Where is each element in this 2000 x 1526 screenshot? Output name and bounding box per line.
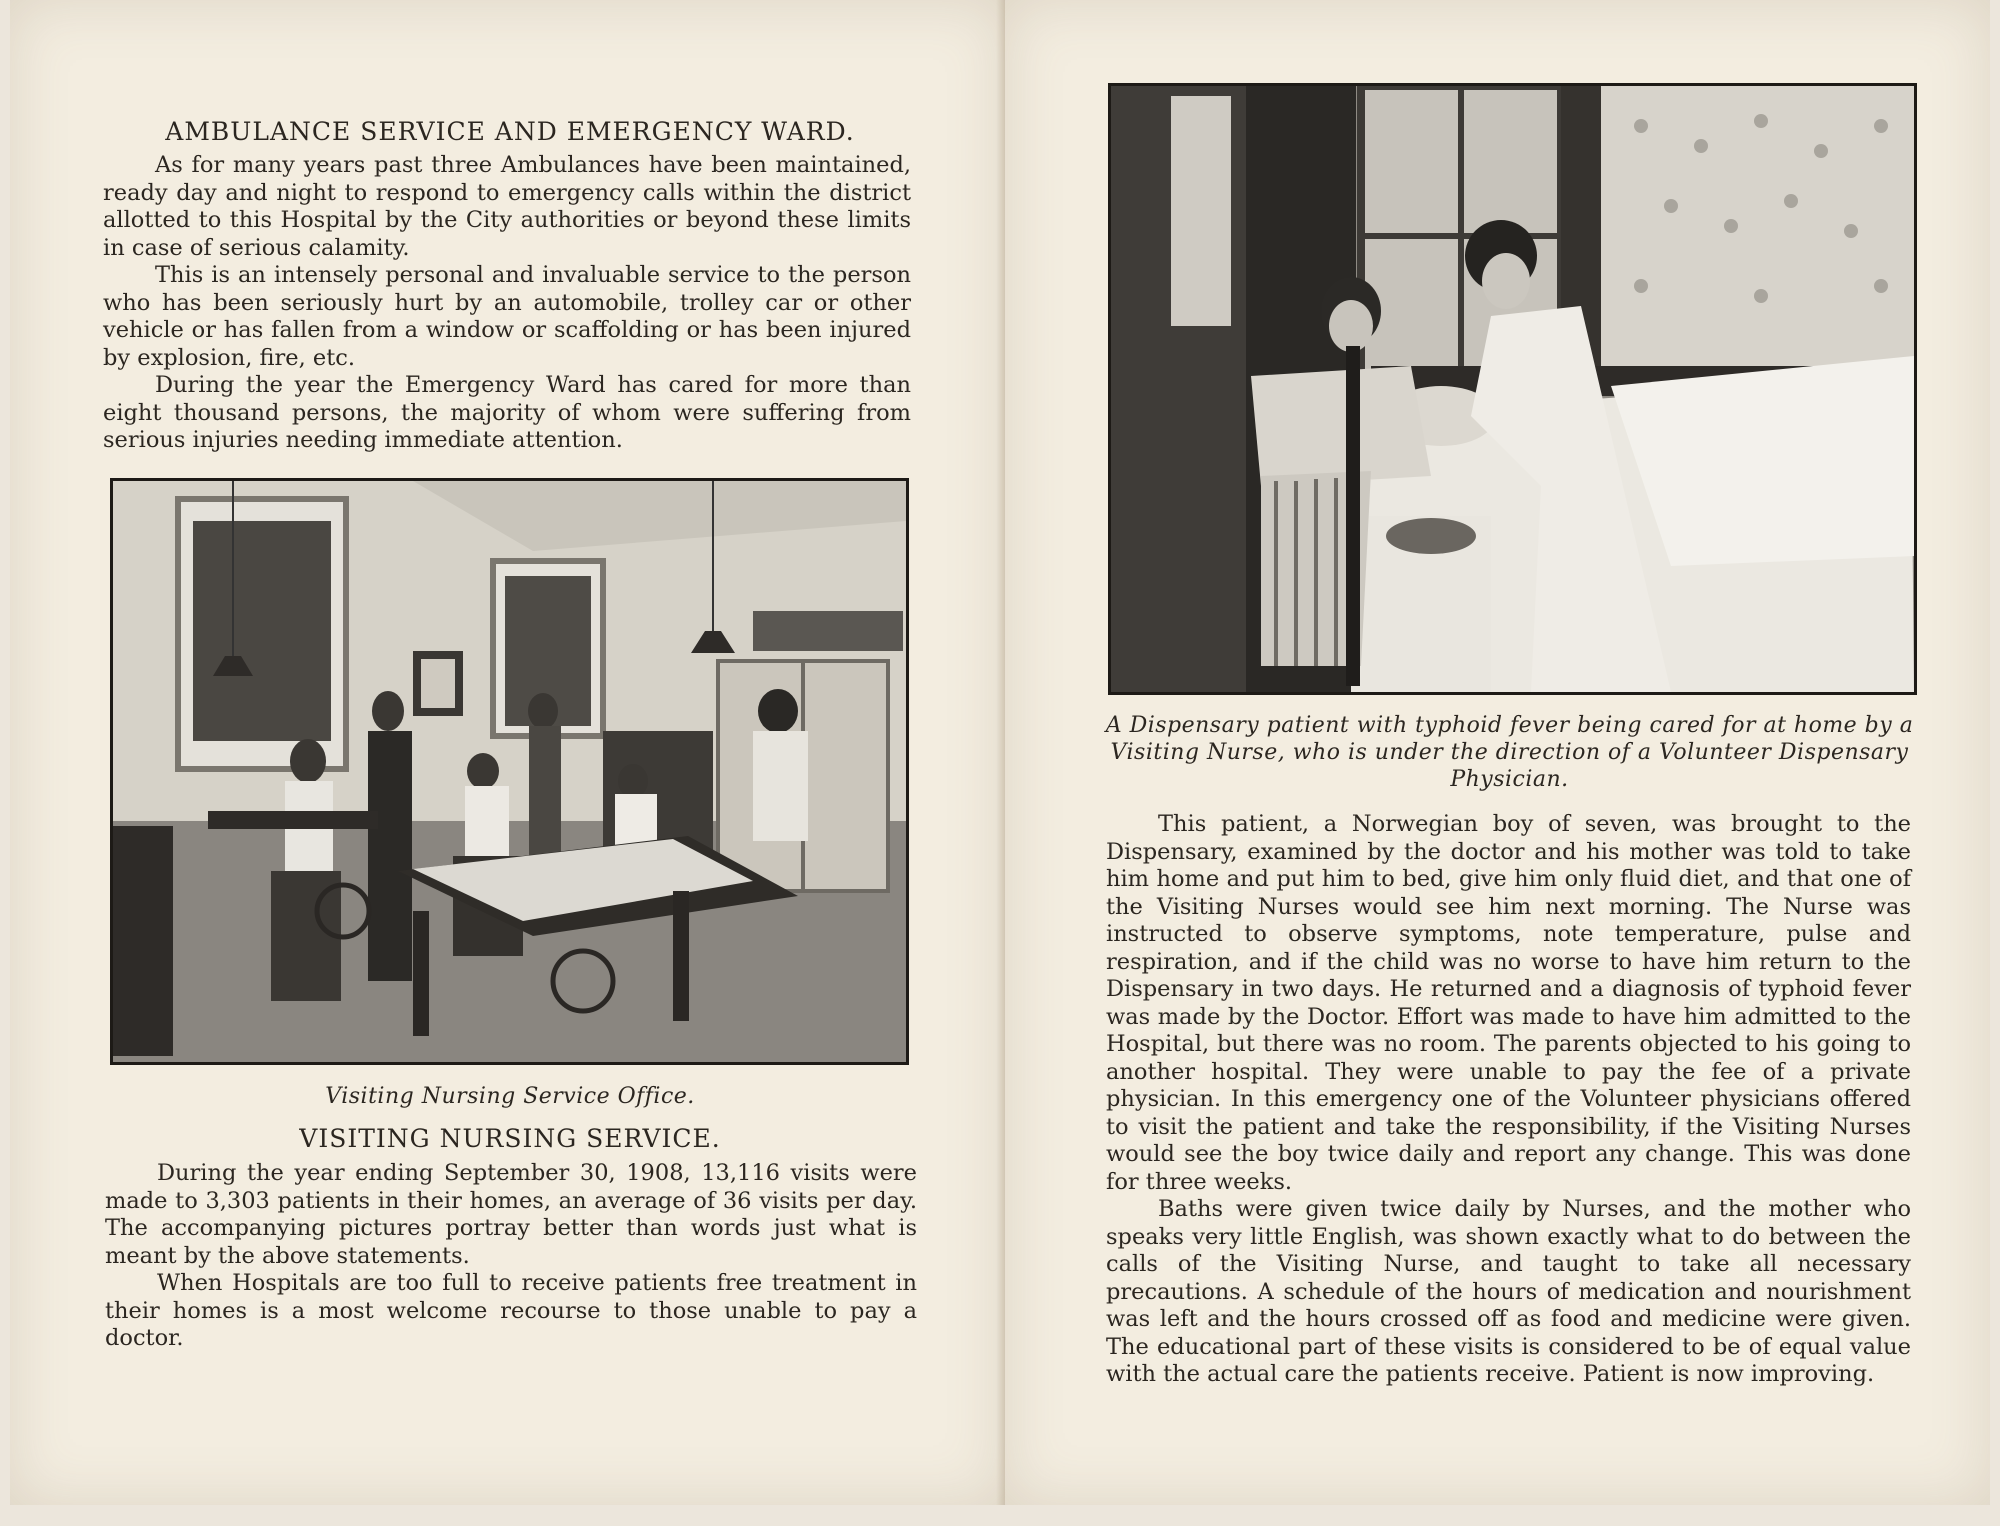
typhoid-patient-photo bbox=[1108, 83, 1917, 695]
patient-paragraph-1: This patient, a Norwegian boy of seven, was brought to the Dispensary, examined by the doctor and his mother was told to take him home and put him to bed, give him only fluid diet, and that one of the Visiting Nurses would see him next morning. The Nurse was instructed to observe symptoms, note temperature, pulse and respiration, and if the child was no worse to have him return to the Dispensary in two days. He returned and a diagnosis of typhoid fever was made by the Doctor. Effort was made to have him admitted to the Hospital, but there was no room. The parents objected to his going to another hospital. They were unable to pay the fee of a private physician. In this emergency one of the Volunteer physicians offered to visit the patient and take the responsibility, if the Visiting Nurses would see the boy twice daily and report any change. This was done for three weeks. bbox=[1106, 811, 1911, 1195]
ambulance-paragraph-1: As for many years past three Ambulances have been maintained, ready day and night to respond to emergency calls within the district allotted to this Hospital by the City authorities or beyond these limits in case of serious calamity. bbox=[103, 152, 911, 261]
ambulance-text bbox=[103, 152, 911, 455]
ambulance-paragraph-2: This is an intensely personal and invaluable service to the person who has been seriously hurt by an automobile, trolley car or other vehicle or has fallen from a window or scaffolding or has been injured by explosion, fire, etc. bbox=[103, 262, 911, 371]
visiting-heading: VISITING NURSING SERVICE. bbox=[299, 1124, 721, 1153]
office-photo-caption: Visiting Nursing Service Office. bbox=[325, 1084, 695, 1109]
visiting-paragraph-2: When Hospitals are too full to receive patients free treatment in their homes is a most welcome recourse to those unable to pay a doctor. bbox=[105, 1270, 917, 1351]
patient-photo-illustration bbox=[1111, 86, 1914, 692]
ambulance-paragraph-3: During the year the Emergency Ward has cared for more than eight thousand persons, the majority of whom were suffering from serious injuries needing immediate attention. bbox=[103, 372, 911, 453]
patient-text bbox=[1106, 811, 1911, 1389]
ambulance-heading: AMBULANCE SERVICE AND EMERGENCY WARD. bbox=[165, 117, 855, 146]
office-photo-illustration bbox=[113, 481, 906, 1062]
visiting-text bbox=[105, 1160, 917, 1353]
patient-photo-caption: A Dispensary patient with typhoid fever being cared for at home by a Visiting Nurse, who is under the direction of a Volunteer Dispensary Physician. bbox=[1105, 713, 1914, 792]
nursing-office-photo bbox=[110, 478, 909, 1065]
patient-paragraph-2: Baths were given twice daily by Nurses, and the mother who speaks very little English, was shown exactly what to do between the calls of the Visiting Nurse, and taught to take all necessary precautions. A schedule of the hours of medication and nourishment was left and the hours crossed off as food and medicine were given. The educational part of these visits is considered to be of equal value with the actual care the patients receive. Patient is now improving. bbox=[1106, 1196, 1911, 1387]
right-page bbox=[1005, 0, 1990, 1505]
visiting-paragraph-1: During the year ending September 30, 1908, 13,116 visits were made to 3,303 patients in their homes, an average of 36 visits per day. The accompanying pictures portray better than words just what is meant by the above statements. bbox=[105, 1160, 917, 1269]
left-page bbox=[10, 0, 1005, 1505]
